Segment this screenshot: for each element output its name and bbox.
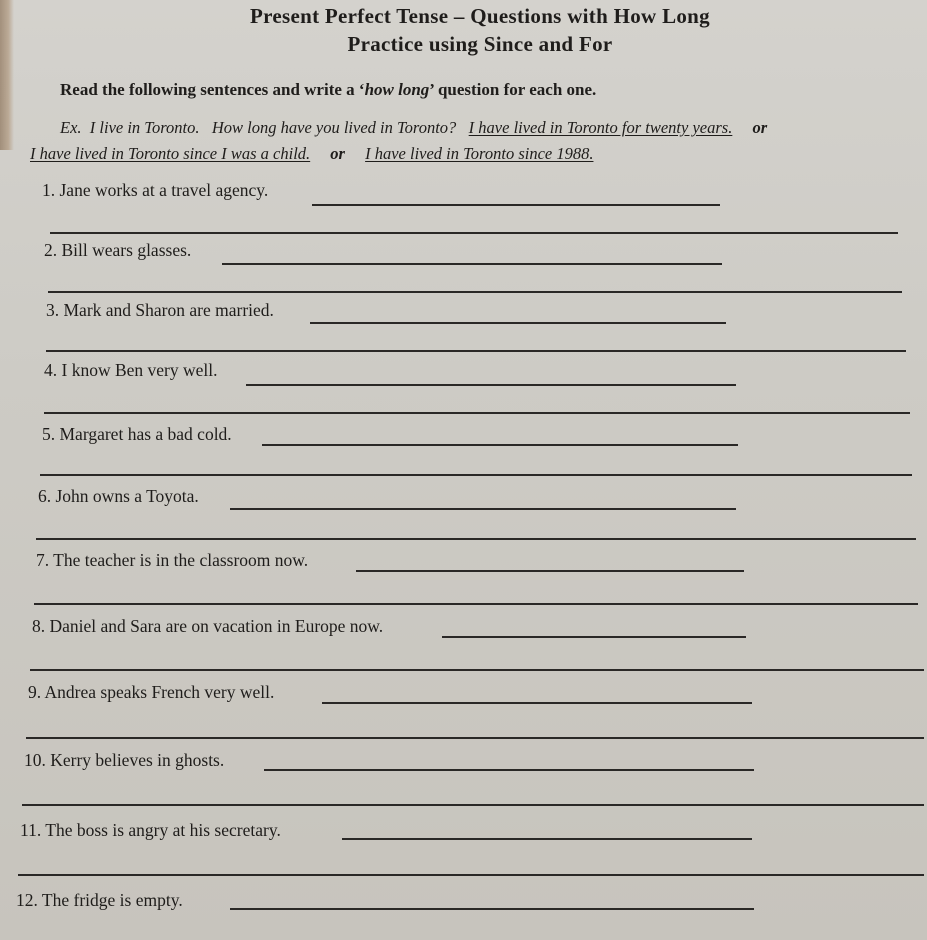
question-10-second-line[interactable] bbox=[22, 804, 924, 806]
example-prefix: Ex. bbox=[60, 118, 82, 137]
instructions-emphasis: how long bbox=[364, 80, 430, 99]
question-9: 9. Andrea speaks French very well. bbox=[28, 682, 275, 702]
question-1: 1. Jane works at a travel agency. bbox=[42, 180, 269, 200]
question-2: 2. Bill wears glasses. bbox=[44, 240, 192, 260]
question-9-answer-line[interactable] bbox=[322, 702, 752, 704]
instructions bbox=[60, 80, 596, 100]
question-5-answer-line[interactable] bbox=[262, 444, 738, 446]
question-6-answer-line[interactable] bbox=[230, 508, 736, 510]
question-11: 11. The boss is angry at his secretary. bbox=[20, 820, 281, 840]
question-5-second-line[interactable] bbox=[40, 474, 912, 476]
example-line-1 bbox=[60, 118, 783, 138]
example-answer-since-child: I have lived in Toronto since I was a child. bbox=[30, 144, 311, 163]
question-8-second-line[interactable] bbox=[30, 669, 924, 671]
question-2-second-line[interactable] bbox=[48, 291, 902, 293]
instructions-pre: Read the following sentences and write a ‘ bbox=[60, 80, 365, 99]
example-answer-since-year: I have lived in Toronto since 1988. bbox=[365, 144, 594, 163]
question-4-answer-line[interactable] bbox=[246, 384, 736, 386]
question-6: 6. John owns a Toyota. bbox=[38, 486, 199, 506]
example-answer-for: I have lived in Toronto for twenty years. bbox=[468, 118, 733, 137]
question-12: 12. The fridge is empty. bbox=[16, 890, 183, 910]
question-11-answer-line[interactable] bbox=[342, 838, 752, 840]
example-question: How long have you lived in Toronto? bbox=[211, 118, 457, 137]
question-1-second-line[interactable] bbox=[50, 232, 898, 234]
question-7-second-line[interactable] bbox=[34, 603, 918, 605]
example-or-1: or bbox=[752, 118, 768, 137]
question-5: 5. Margaret has a bad cold. bbox=[42, 424, 232, 444]
question-10-answer-line[interactable] bbox=[264, 769, 754, 771]
instructions-post: ’ question for each one. bbox=[429, 80, 597, 99]
worksheet-title: Present Perfect Tense – Questions with How Long bbox=[250, 4, 710, 28]
question-12-answer-line[interactable] bbox=[230, 908, 754, 910]
question-9-second-line[interactable] bbox=[26, 737, 924, 739]
question-1-answer-line[interactable] bbox=[312, 204, 720, 206]
question-8-answer-line[interactable] bbox=[442, 636, 746, 638]
question-7: 7. The teacher is in the classroom now. bbox=[36, 550, 309, 570]
question-8: 8. Daniel and Sara are on vacation in Europe now. bbox=[32, 616, 384, 636]
question-3: 3. Mark and Sharon are married. bbox=[46, 300, 274, 320]
example-line-2 bbox=[30, 144, 593, 164]
question-11-second-line[interactable] bbox=[18, 874, 924, 876]
question-4-second-line[interactable] bbox=[44, 412, 910, 414]
question-3-answer-line[interactable] bbox=[310, 322, 726, 324]
question-6-second-line[interactable] bbox=[36, 538, 916, 540]
question-10: 10. Kerry believes in ghosts. bbox=[24, 750, 225, 770]
example-or-2: or bbox=[330, 144, 345, 163]
question-2-answer-line[interactable] bbox=[222, 263, 722, 265]
worksheet-subtitle: Practice using Since and For bbox=[347, 32, 613, 56]
question-3-second-line[interactable] bbox=[46, 350, 906, 352]
question-4: 4. I know Ben very well. bbox=[44, 360, 218, 380]
question-7-answer-line[interactable] bbox=[356, 570, 744, 572]
example-sentence: I live in Toronto. bbox=[89, 118, 200, 137]
